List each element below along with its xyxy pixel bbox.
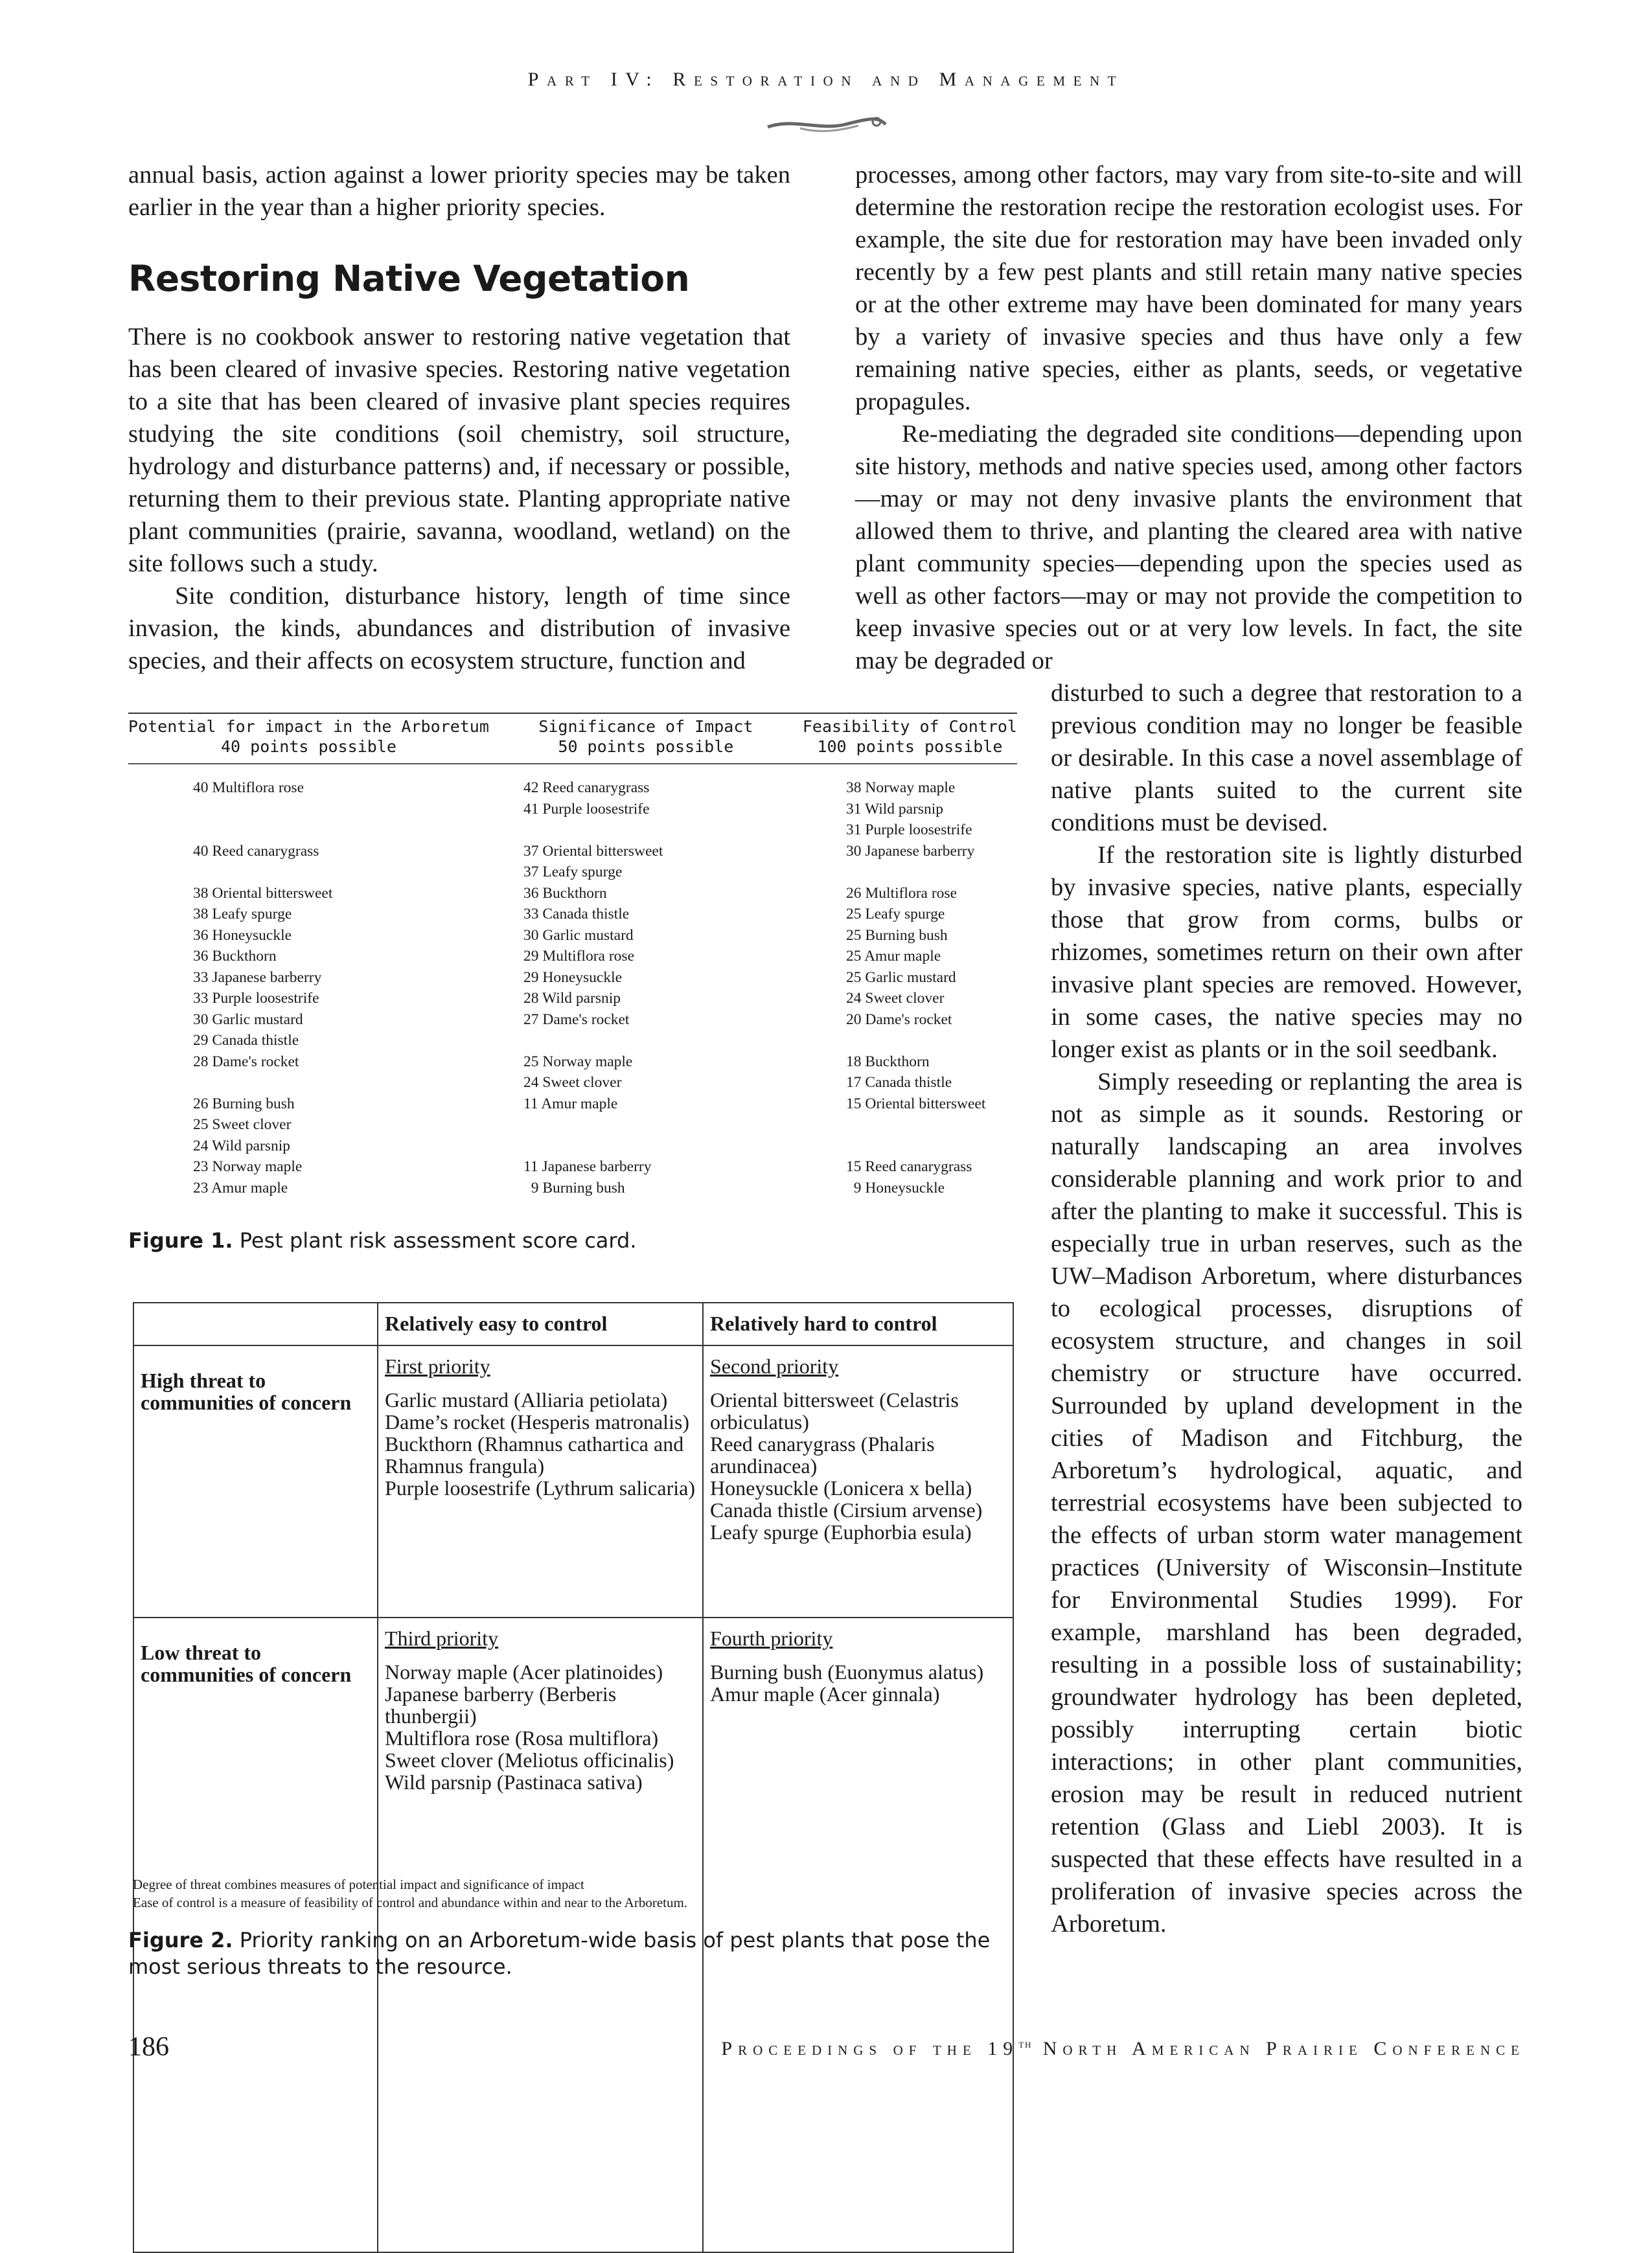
note: Degree of threat combines measures of potential impact and significance of impact: [133, 1877, 584, 1892]
left-intro: [128, 159, 790, 223]
species-entry: Canada thistle (Cirsium arvense): [710, 1498, 983, 1522]
significance-column: [523, 777, 663, 1198]
score-entry: 25 Norway maple: [523, 1053, 633, 1070]
score-entry: 28 Dame's rocket: [193, 1053, 299, 1070]
caption-text: Pest plant risk assessment score card.: [233, 1228, 637, 1253]
row-header-high-threat: High threat to communities of concern: [133, 1345, 378, 1618]
paragraph: Site condition, disturbance history, length of time since invasion, the kinds, abundances and distribution of invasive species, and their affects on ecosystem structure, function and: [128, 582, 790, 674]
scorecard-header: [128, 713, 1017, 757]
score-entry: 31 Wild parsnip: [846, 800, 944, 818]
score-entry: 36 Honeysuckle: [193, 926, 292, 944]
score-entry: 26 Burning bush: [193, 1095, 295, 1112]
footer-journal-rest: North American Prairie Conference: [1032, 2038, 1525, 2059]
paragraph: There is no cookbook answer to restoring native vegetation that has been cleared of invasive species. Restoring native vegetation to a site that has been cleared of invasive plant species requires studying the site conditions (soil chemistry, soil structure, hydrology and disturbance patterns) and, if necessary or possible, returning them to their previous state. Planting appropriate native plant communities (prairie, savanna, woodland, wetland) on the site follows such a study.: [128, 323, 790, 577]
column-header: [803, 716, 1017, 757]
score-entry: [846, 1114, 985, 1136]
score-entry: [523, 1114, 663, 1136]
species-entry: Reed canarygrass (Phalaris arundinacea): [710, 1432, 935, 1478]
score-entry: 41 Purple loosestrife: [523, 800, 650, 818]
score-entry: 23 Norway maple: [193, 1158, 303, 1175]
score-entry: 25 Sweet clover: [193, 1116, 292, 1133]
score-entry: 11 Japanese barberry: [523, 1158, 652, 1175]
column-subtitle: 50 points possible: [558, 737, 734, 756]
figure-1-caption: [128, 1228, 1022, 1254]
column-header: [128, 716, 489, 757]
species-entry: Wild parsnip (Pastinaca sativa): [385, 1770, 643, 1794]
score-entry: 25 Leafy spurge: [846, 906, 945, 922]
impact-column: [193, 777, 332, 1198]
score-entry: 31 Purple loosestrife: [846, 821, 972, 838]
right-upper: [855, 159, 1522, 677]
species-entry: Amur maple (Acer ginnala): [710, 1682, 940, 1706]
footer-superscript: th: [1018, 2037, 1033, 2050]
score-entry: 24 Wild parsnip: [193, 1137, 291, 1154]
species-entry: Honeysuckle (Lonicera x bella): [710, 1476, 972, 1500]
score-entry: 38 Oriental bittersweet: [193, 884, 333, 902]
species-entry: Oriental bittersweet (Celastris orbiculatus): [710, 1388, 959, 1434]
score-entry: 40 Multiflora rose: [193, 779, 304, 796]
priority-label: Second priority: [710, 1355, 839, 1378]
column-header: [538, 716, 753, 757]
score-entry: 36 Buckthorn: [193, 948, 277, 965]
paragraph: Re-mediating the degraded site conditions—depending upon site history, methods and native species used, among other factors—may or may not deny invasive plants the environment that allowed them to thrive, and planting the cleared area with native plant community species—depending upon the species used as well as other factors—may or may not provide the competition to keep invasive species out or at very low levels. In fact, the site may be degraded or: [855, 420, 1522, 674]
score-entry: [193, 1072, 332, 1093]
score-entry: 25 Amur maple: [846, 948, 941, 965]
column-header-hard: Relatively hard to control: [703, 1303, 1013, 1345]
score-entry: [846, 1030, 985, 1051]
priority-label: First priority: [385, 1355, 490, 1378]
score-entry: 38 Norway maple: [846, 779, 956, 796]
score-entry: [193, 799, 332, 820]
score-entry: [846, 1136, 985, 1157]
score-entry: 24 Sweet clover: [846, 990, 945, 1007]
priority-label: Third priority: [385, 1627, 499, 1650]
species-entry: Garlic mustard (Alliaria petiolata): [385, 1388, 668, 1412]
paragraph: disturbed to such a degree that restoration to a previous condition may no longer be feasible or desirable. In this case a novel assemblage of native plants suited to the current site conditions must be devised.: [1051, 680, 1522, 836]
note: Ease of control is a measure of feasibility of control and abundance within and near to the Arboretum.: [133, 1895, 688, 1910]
score-entry: 37 Oriental bittersweet: [523, 842, 663, 860]
table-row: [133, 1345, 1013, 1618]
score-entry: 24 Sweet clover: [523, 1074, 622, 1091]
score-entry: 29 Honeysuckle: [523, 968, 623, 986]
species-entry: Buckthorn (Rhamnus cathartica and Rhamnus frangula): [385, 1432, 684, 1478]
species-entry: Multiflora rose (Rosa multiflora): [385, 1726, 659, 1750]
species-entry: Norway maple (Acer platinoides): [385, 1660, 663, 1684]
score-entry: 9 Burning bush: [523, 1179, 625, 1196]
column-subtitle: 40 points possible: [220, 737, 396, 756]
score-entry: 28 Wild parsnip: [523, 990, 621, 1007]
intro-paragraph: annual basis, action against a lower priority species may be taken earlier in the year than a higher priority species.: [128, 161, 790, 221]
score-entry: 29 Canada thistle: [193, 1032, 299, 1049]
species-entry: Leafy spurge (Euphorbia esula): [710, 1520, 972, 1544]
score-entry: 33 Canada thistle: [523, 906, 630, 922]
priority-cell: [703, 1345, 1013, 1618]
figure-2-caption: [128, 1927, 1022, 1980]
score-entry: 40 Reed canarygrass: [193, 842, 319, 860]
score-entry: 27 Dame's rocket: [523, 1011, 630, 1028]
score-entry: 15 Oriental bittersweet: [846, 1095, 986, 1112]
caption-label: Figure 2.: [128, 1928, 233, 1952]
paragraph: If the restoration site is lightly disturbed by invasive species, native plants, especially those that grow from corms, bulbs or rhizomes, sometimes return on their own after invasive plant species are removed. However, in some cases, the native species may no longer exist as plants or in the soil seedbank.: [1051, 841, 1522, 1063]
column-title: Potential for impact in the Arboretum: [128, 717, 489, 736]
footer-journal: Proceedings of the 19: [721, 2038, 1019, 2059]
column-title: Significance of Impact: [538, 717, 753, 736]
score-entry: 17 Canada thistle: [846, 1074, 952, 1091]
running-title: Part IV: Restoration and Management: [527, 69, 1125, 90]
ornament-flourish-icon: [761, 111, 891, 137]
column-subtitle: 100 points possible: [817, 737, 1003, 756]
caption-label: Figure 1.: [128, 1228, 233, 1253]
paragraph: Simply reseeding or replanting the area is not as simple as it sounds. Restoring or naturally landscaping an area involves considerable planning and work prior to and after the planting to make it successful. This is especially true in urban reserves, such as the UW–Madison Arboretum, where disturbances to ecological processes, disruptions of ecosystem structure, and changes in soil chemistry or structure have occurred. Surrounded by upland development in the cities of Madison and Fitchburg, the Arboretum’s hydrological, aquatic, and terrestrial ecosystems have been subjected to the effects of urban storm water management practices (University of Wisconsin–Institute for Environmental Studies 1999). For example, marshland has been degraded, resulting in a possible loss of sustainability; groundwater hydrology has been depleted, possibly interrupting certain biotic interactions; in other plant communities, erosion may be result in reduced nutrient retention (Glass and Liebl 2003). It is suspected that these effects have resulted in a proliferation of invasive species across the Arboretum.: [1051, 1068, 1522, 1938]
score-entry: 37 Leafy spurge: [523, 863, 623, 880]
score-entry: 38 Leafy spurge: [193, 906, 292, 922]
score-entry: 18 Buckthorn: [846, 1053, 930, 1070]
table-corner-cell: [133, 1303, 378, 1345]
score-entry: 33 Japanese barberry: [193, 968, 322, 986]
left-body: [128, 321, 790, 677]
score-entry: [523, 1136, 663, 1157]
priority-cell: [378, 1345, 703, 1618]
running-footer: [721, 2037, 1525, 2060]
score-entry: 23 Amur maple: [193, 1179, 288, 1196]
score-entry: [523, 1030, 663, 1051]
figure-2-notes: [133, 1875, 1014, 1912]
caption-text: Priority ranking on an Arboretum-wide basis of pest plants that pose the most serious threats to the resource.: [128, 1928, 991, 1979]
figure-1-scorecard: [128, 713, 1017, 1218]
column-header-easy: Relatively easy to control: [378, 1303, 703, 1345]
score-entry: 11 Amur maple: [523, 1095, 618, 1112]
score-entry: [193, 819, 332, 841]
right-lower: [1051, 677, 1522, 1940]
species-entry: Burning bush (Euonymus alatus): [710, 1660, 984, 1684]
section-title: Restoring Native Vegetation: [128, 258, 690, 299]
score-entry: 9 Honeysuckle: [846, 1179, 945, 1196]
score-entry: 30 Garlic mustard: [523, 926, 634, 944]
priority-label: Fourth priority: [710, 1627, 833, 1650]
score-entry: 36 Buckthorn: [523, 884, 607, 902]
score-entry: 26 Multiflora rose: [846, 884, 957, 902]
score-entry: 15 Reed canarygrass: [846, 1158, 972, 1175]
score-entry: [193, 862, 332, 883]
running-header: [0, 69, 1652, 91]
column-title: Feasibility of Control: [802, 717, 1017, 736]
feasibility-column: [846, 777, 985, 1198]
table-header-row: [133, 1303, 1013, 1345]
score-entry: 29 Multiflora rose: [523, 948, 634, 965]
score-entry: 30 Japanese barberry: [846, 842, 975, 860]
score-entry: 25 Garlic mustard: [846, 968, 956, 986]
score-entry: 30 Garlic mustard: [193, 1011, 303, 1028]
score-entry: [523, 819, 663, 841]
row-header-low-threat: Low threat to communities of concern: [133, 1618, 378, 2252]
paragraph: processes, among other factors, may vary from site-to-site and will determine the restoration recipe the restoration ecologist uses. For example, the site due for restoration may have been invaded only recently by a few pest plants and still retain many native species or at the other extreme may have been dominated for many years by a variety of invasive species and thus have only a few remaining native species, either as plants, seeds, or vegetative propagules.: [855, 161, 1522, 415]
species-entry: Japanese barberry (Berberis thunbergii): [385, 1682, 617, 1728]
score-entry: 33 Purple loosestrife: [193, 990, 319, 1007]
score-entry: 20 Dame's rocket: [846, 1011, 952, 1028]
page-number: 186: [128, 2032, 169, 2062]
species-entry: Sweet clover (Meliotus officinalis): [385, 1748, 674, 1772]
species-entry: Dame’s rocket (Hesperis matronalis): [385, 1410, 690, 1434]
divider: [128, 763, 1017, 764]
figure-2-priority-table: [133, 1302, 1014, 2253]
species-entry: Purple loosestrife (Lythrum salicaria): [385, 1476, 695, 1500]
scorecard-body: [128, 777, 1017, 1218]
score-entry: 25 Burning bush: [846, 926, 948, 944]
score-entry: [846, 862, 985, 883]
score-entry: 42 Reed canarygrass: [523, 779, 650, 796]
